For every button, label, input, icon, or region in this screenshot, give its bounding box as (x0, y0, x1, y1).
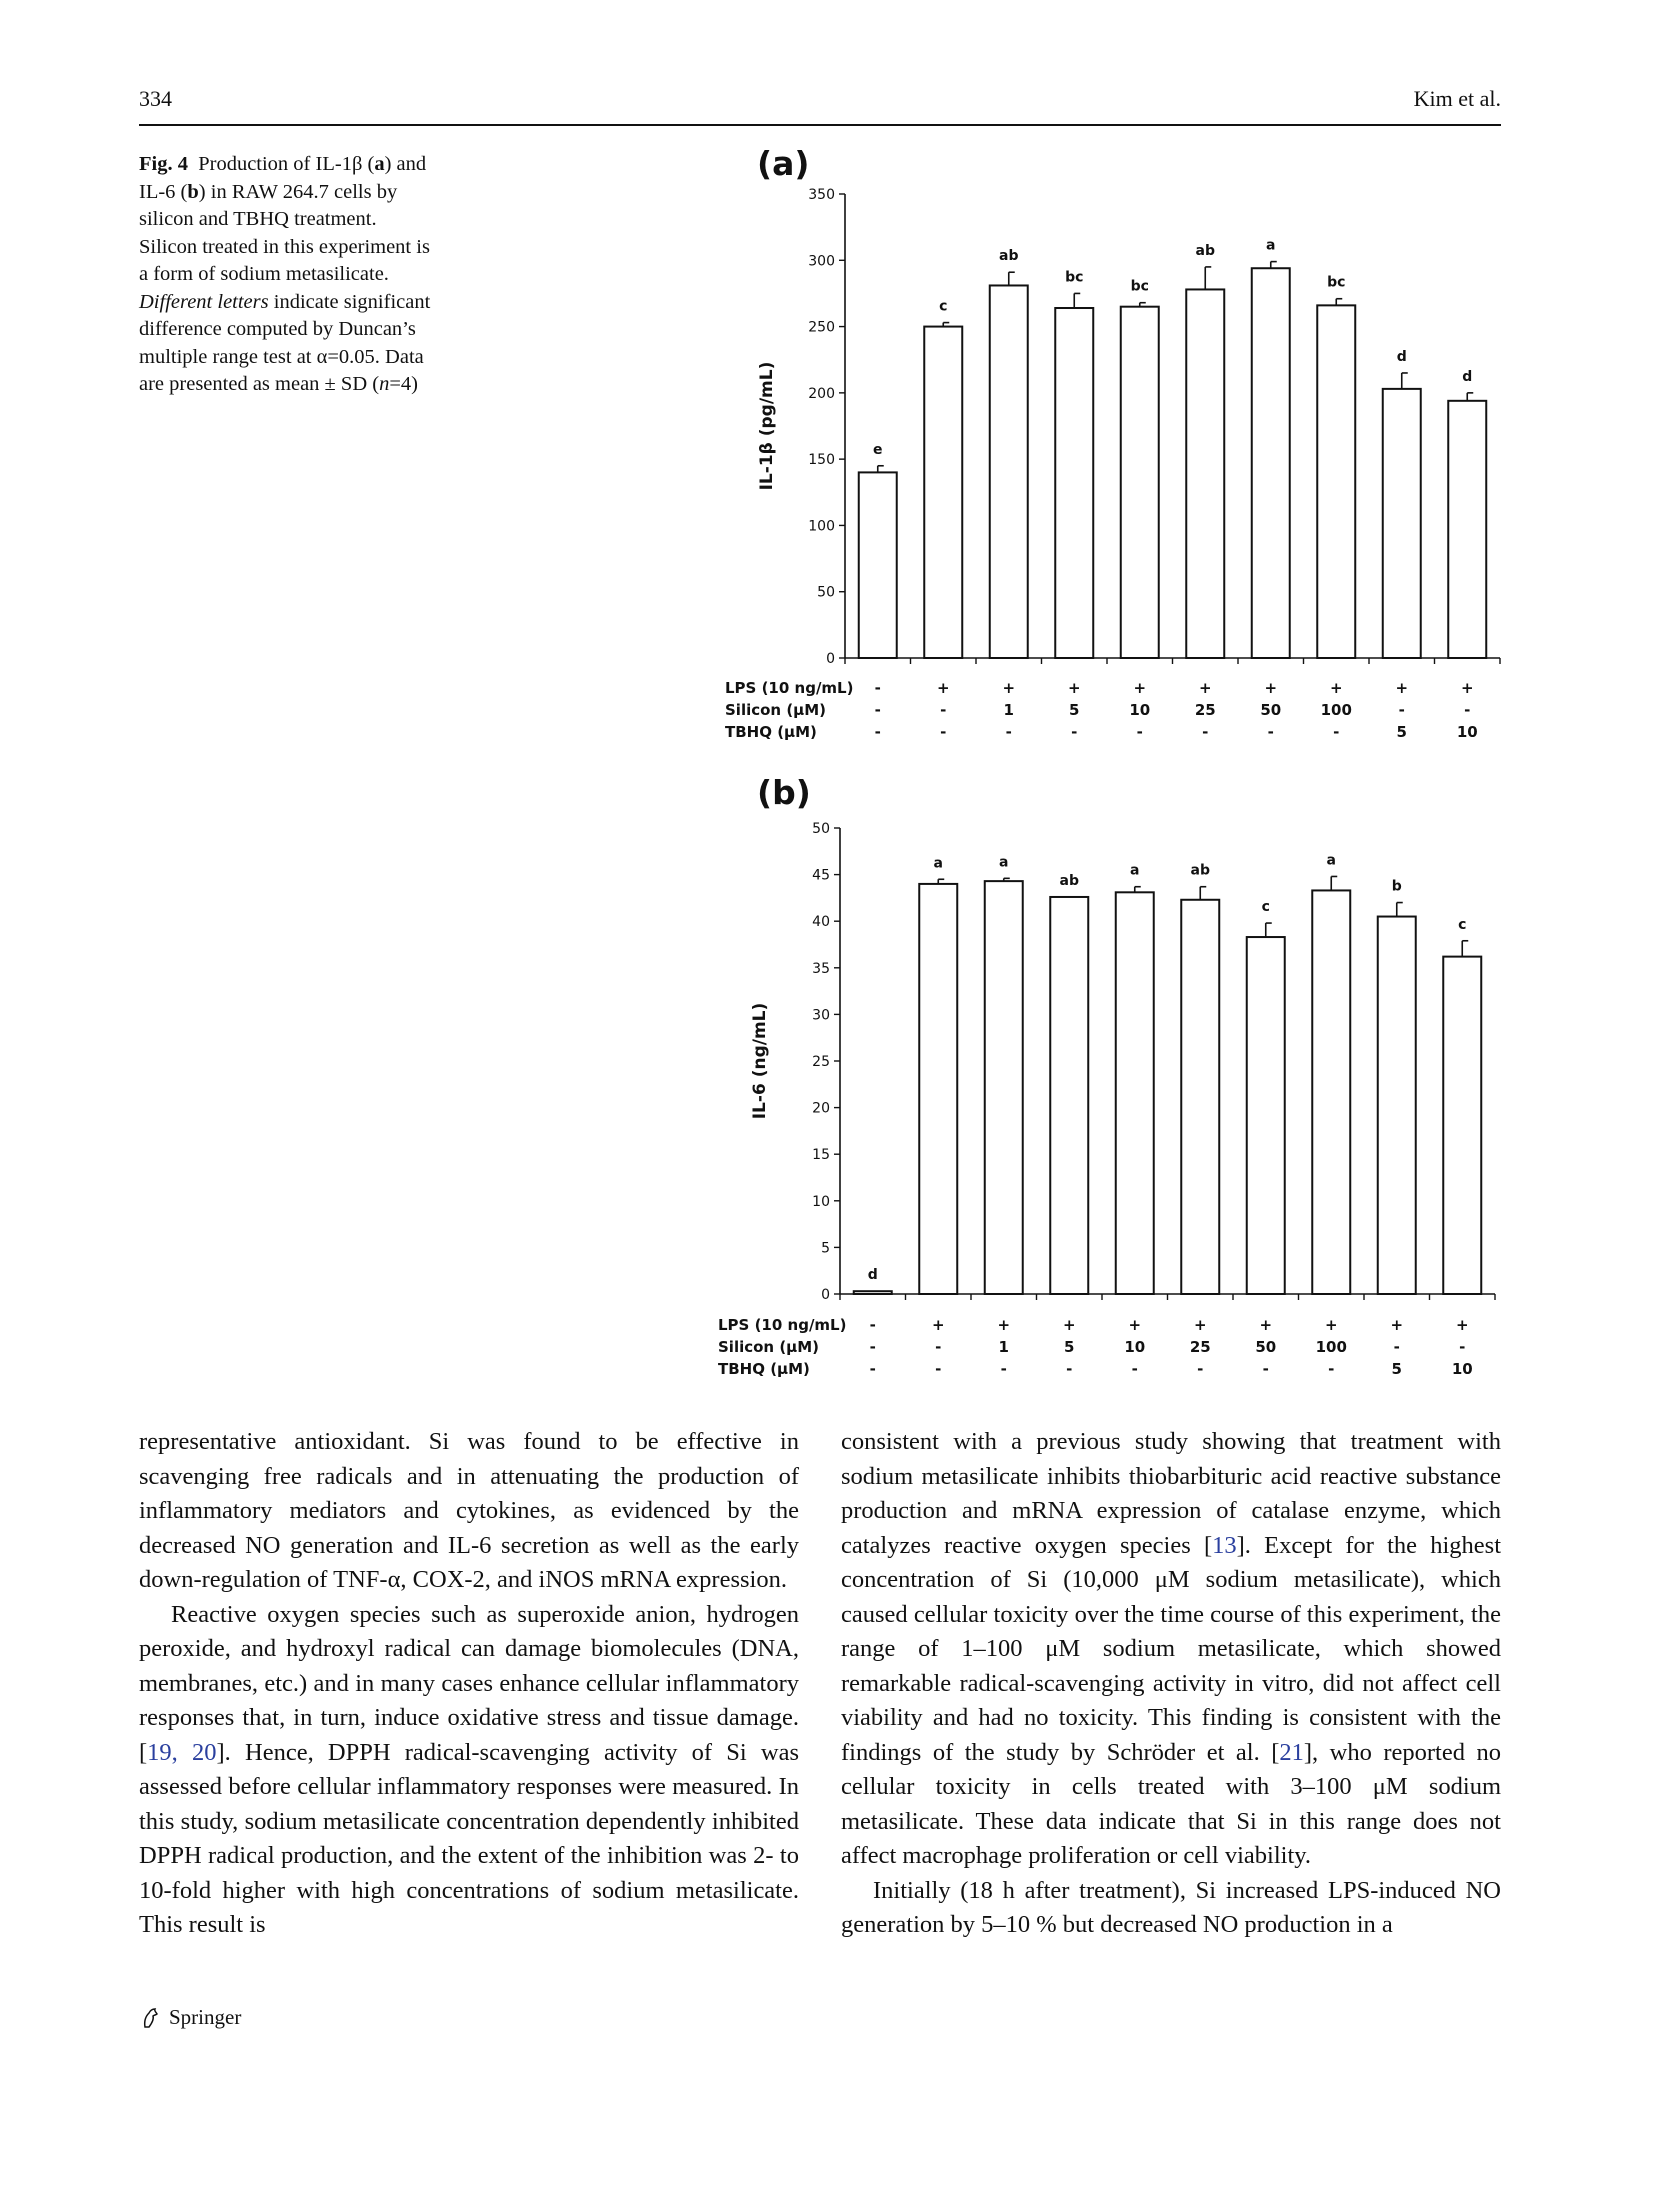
treatment-row-label: LPS (10 ng/mL) (718, 1316, 847, 1334)
y-tick-label: 0 (826, 651, 835, 667)
citation-link[interactable]: 13 (1212, 1531, 1237, 1559)
treatment-tbhq-value: - (1333, 723, 1340, 741)
treatment-silicon-value: - (1393, 1338, 1400, 1356)
caption-text-1: Production of IL-1β ( (198, 153, 375, 175)
y-tick-label: 45 (812, 867, 830, 884)
treatment-lps-value: + (1193, 1316, 1207, 1334)
y-tick-label: 50 (817, 584, 835, 601)
treatment-silicon-value: 1 (1003, 701, 1014, 719)
treatment-lps-value: + (1455, 1316, 1469, 1334)
panel-b-label: (b) (757, 773, 811, 812)
treatment-tbhq-value: - (935, 1360, 942, 1378)
right-p1-text-b: ]. Except for the highest concentration of Si (10,000 μM sodium metasilicate), which caused cellular toxicity over the time course of this experiment, the range of 1–100 μM sodium metasilicate, which showed remarkable radical-scavenging activity in vitro, did not affect cell viability and had no toxicity. This finding is consistent with the findings of the study by Schröder et al. [ (841, 1531, 1501, 1766)
panel-a-label: (a) (757, 144, 810, 183)
caption-text-2: ) and IL-6 ( (139, 153, 427, 203)
y-axis-label: IL-1β (pg/mL) (757, 361, 777, 491)
il6-bar-chart (700, 810, 1520, 1380)
treatment-silicon-value: 10 (1129, 701, 1151, 719)
treatment-lps-value: + (1329, 679, 1343, 697)
citation-link[interactable]: 19, 20 (147, 1738, 217, 1766)
left-paragraph-2 (139, 1598, 799, 1943)
significance-letter: a (933, 855, 943, 872)
bar (1312, 890, 1350, 1294)
significance-letter: d (1396, 348, 1407, 365)
bar (985, 881, 1023, 1294)
bar (854, 1291, 892, 1294)
bar (990, 285, 1028, 658)
treatment-silicon-value: - (1464, 701, 1471, 719)
treatment-row-label: TBHQ (μM) (725, 723, 817, 741)
treatment-lps-value: + (931, 1316, 945, 1334)
significance-letter: bc (1065, 269, 1084, 286)
treatment-tbhq-value: 5 (1396, 723, 1407, 741)
bar (1186, 289, 1224, 658)
significance-letter: a (1266, 237, 1276, 254)
caption-text-5: =4) (389, 373, 418, 395)
right-paragraph-1 (841, 1425, 1501, 1874)
treatment-tbhq-value: - (1071, 723, 1078, 741)
treatment-silicon-value: 100 (1315, 1338, 1347, 1356)
treatment-row-label: TBHQ (μM) (718, 1360, 810, 1378)
significance-letter: b (1391, 878, 1402, 895)
significance-letter: ab (1059, 872, 1079, 889)
significance-letter: a (1326, 852, 1336, 869)
y-tick-label: 350 (808, 187, 835, 203)
y-tick-label: 300 (808, 253, 835, 270)
y-tick-label: 100 (808, 518, 835, 535)
y-tick-label: 40 (812, 914, 830, 931)
bar (1247, 937, 1285, 1294)
caption-a: a (374, 153, 385, 175)
treatment-lps-value: - (874, 679, 881, 697)
bar (1116, 892, 1154, 1294)
treatment-tbhq-value: - (1267, 723, 1274, 741)
page-footer (139, 2005, 241, 2030)
left-p2-text-b: ]. Hence, DPPH radical-scavenging activity of Si was assessed before cellular inflammatory responses were measured. In this study, sodium metasilicate concentration dependently inhibited DPPH radical production, and the extent of the inhibition was 2- to 10-fold higher with high concentrations of sodium metasilicate. This result is (139, 1738, 800, 1938)
caption-text-4: indicate significant difference computed by Duncan’s multiple range test at α=0.05. Data are presented as mean ± SD ( (139, 290, 431, 395)
significance-letter: bc (1130, 278, 1149, 295)
significance-letter: e (873, 441, 883, 458)
significance-letter: d (867, 1267, 878, 1284)
significance-letter: a (1130, 862, 1140, 879)
bar (919, 884, 957, 1294)
treatment-lps-value: + (1133, 679, 1147, 697)
left-p2-text-a: Reactive oxygen species such as superoxide anion, hydrogen peroxide, and hydroxyl radical can damage biomolecules (DNA, membranes, etc.) and in many cases enhance cellular inflammatory responses that, in turn, induce oxidative stress and tissue damage. [ (139, 1600, 799, 1766)
treatment-silicon-value: 5 (1064, 1338, 1075, 1356)
treatment-tbhq-value: - (1066, 1360, 1073, 1378)
y-tick-label: 30 (812, 1007, 830, 1024)
treatment-tbhq-value: - (874, 723, 881, 741)
treatment-lps-value: + (1324, 1316, 1338, 1334)
bar (1050, 897, 1088, 1294)
treatment-silicon-value: 100 (1320, 701, 1352, 719)
y-axis-label: IL-6 (ng/mL) (750, 1002, 770, 1120)
bar (924, 327, 962, 658)
treatment-silicon-value: 50 (1255, 1338, 1277, 1356)
figure-caption (139, 151, 439, 399)
y-tick-label: 250 (808, 319, 835, 336)
treatment-silicon-value: 50 (1260, 701, 1282, 719)
page-header (139, 86, 1501, 126)
treatment-tbhq-value: - (1197, 1360, 1204, 1378)
right-p1-text-c: ], who reported no cellular toxicity in cells treated with 3–100 μM sodium metasilicate. These data indicate that Si in this range does not affect macrophage proliferation or cell viability. (841, 1738, 1501, 1869)
publisher-name: Springer (169, 2005, 242, 2029)
treatment-row-label: Silicon (μM) (718, 1338, 820, 1356)
treatment-lps-value: + (1128, 1316, 1142, 1334)
treatment-silicon-value: - (940, 701, 947, 719)
bar (1383, 389, 1421, 658)
treatment-silicon-value: 1 (998, 1338, 1009, 1356)
y-tick-label: 25 (812, 1054, 830, 1070)
treatment-silicon-value: - (1398, 701, 1405, 719)
bar (1121, 307, 1159, 658)
springer-horse-icon (139, 2006, 163, 2030)
il1b-bar-chart (700, 180, 1520, 750)
treatment-silicon-value: 5 (1069, 701, 1080, 719)
y-tick-label: 10 (812, 1193, 830, 1210)
significance-letter: c (939, 298, 948, 315)
significance-letter: ab (999, 248, 1019, 265)
treatment-tbhq-value: - (1131, 1360, 1138, 1378)
right-p1-text-a: consistent with a previous study showing that treatment with sodium metasilicate inhibits thiobarbituric acid reactive substance production and mRNA expression of catalase enzyme, which catalyzes reactive oxygen species [ (841, 1428, 1501, 1559)
treatment-tbhq-value: - (1328, 1360, 1335, 1378)
caption-italic: Different letters (139, 290, 269, 313)
treatment-lps-value: + (1264, 679, 1278, 697)
caption-b: b (187, 180, 199, 203)
treatment-tbhq-value: - (869, 1360, 876, 1378)
y-tick-label: 5 (821, 1240, 830, 1257)
significance-letter: c (1458, 916, 1467, 933)
bar (1443, 957, 1481, 1294)
treatment-lps-value: + (1067, 679, 1081, 697)
treatment-tbhq-value: 5 (1391, 1360, 1402, 1378)
treatment-lps-value: + (997, 1316, 1011, 1334)
bar (1055, 308, 1093, 658)
treatment-lps-value: + (1062, 1316, 1076, 1334)
treatment-lps-value: + (1259, 1316, 1273, 1334)
treatment-lps-value: + (1390, 1316, 1404, 1334)
treatment-tbhq-value: - (1000, 1360, 1007, 1378)
significance-letter: c (1261, 899, 1270, 916)
caption-n: n (379, 373, 390, 395)
treatment-tbhq-value: 10 (1451, 1360, 1473, 1378)
treatment-row-label: LPS (10 ng/mL) (725, 679, 854, 697)
treatment-lps-value: - (869, 1316, 876, 1334)
treatment-silicon-value: - (874, 701, 881, 719)
treatment-tbhq-value: - (940, 723, 947, 741)
running-authors: Kim et al. (1413, 86, 1501, 111)
treatment-silicon-value: 25 (1194, 701, 1216, 719)
treatment-silicon-value: 10 (1124, 1338, 1146, 1356)
bar (1448, 401, 1486, 658)
significance-letter: bc (1327, 274, 1346, 291)
treatment-lps-value: + (1002, 679, 1016, 697)
treatment-lps-value: + (1198, 679, 1212, 697)
bar (1378, 917, 1416, 1294)
significance-letter: ab (1195, 242, 1215, 259)
y-tick-label: 50 (812, 821, 830, 837)
y-tick-label: 150 (808, 452, 835, 469)
y-tick-label: 0 (821, 1287, 830, 1303)
treatment-lps-value: + (936, 679, 950, 697)
treatment-silicon-value: 25 (1189, 1338, 1211, 1356)
body-right-column (841, 1425, 1501, 1943)
caption-label: Fig. 4 (139, 153, 188, 175)
treatment-silicon-value: - (1459, 1338, 1466, 1356)
treatment-silicon-value: - (869, 1338, 876, 1356)
treatment-row-label: Silicon (μM) (725, 701, 827, 719)
treatment-tbhq-value: - (1202, 723, 1209, 741)
body-left-column (139, 1425, 799, 1943)
bar (1317, 305, 1355, 658)
page-number: 334 (139, 86, 172, 111)
caption-text-3: ) in RAW 264.7 cells by silicon and TBHQ treatment. Silicon treated in this experiment is a form of sodium metasilicate. (139, 180, 430, 285)
left-paragraph-1: representative antioxidant. Si was found to be effective in scavenging free radicals and in attenuating the production of inflammatory mediators and cytokines, as evidenced by the decreased NO generation and IL-6 secretion as well as the early down-regulation of TNF-α, COX-2, and iNOS mRNA expression. (139, 1428, 799, 1593)
y-tick-label: 200 (808, 385, 835, 402)
treatment-tbhq-value: - (1262, 1360, 1269, 1378)
treatment-tbhq-value: - (1005, 723, 1012, 741)
treatment-tbhq-value: - (1136, 723, 1143, 741)
bar (859, 472, 897, 658)
y-tick-label: 20 (812, 1100, 830, 1117)
y-tick-label: 15 (812, 1147, 830, 1164)
significance-letter: a (999, 854, 1009, 871)
bar (1252, 268, 1290, 658)
treatment-lps-value: + (1395, 679, 1409, 697)
citation-link[interactable]: 21 (1279, 1738, 1304, 1766)
y-tick-label: 35 (812, 960, 830, 977)
treatment-tbhq-value: 10 (1456, 723, 1478, 741)
bar (1181, 900, 1219, 1294)
significance-letter: ab (1190, 862, 1210, 879)
treatment-silicon-value: - (935, 1338, 942, 1356)
right-paragraph-2: Initially (18 h after treatment), Si increased LPS-induced NO generation by 5–10 % but decreased NO production in a (841, 1876, 1501, 1938)
treatment-lps-value: + (1460, 679, 1474, 697)
significance-letter: d (1462, 368, 1473, 385)
